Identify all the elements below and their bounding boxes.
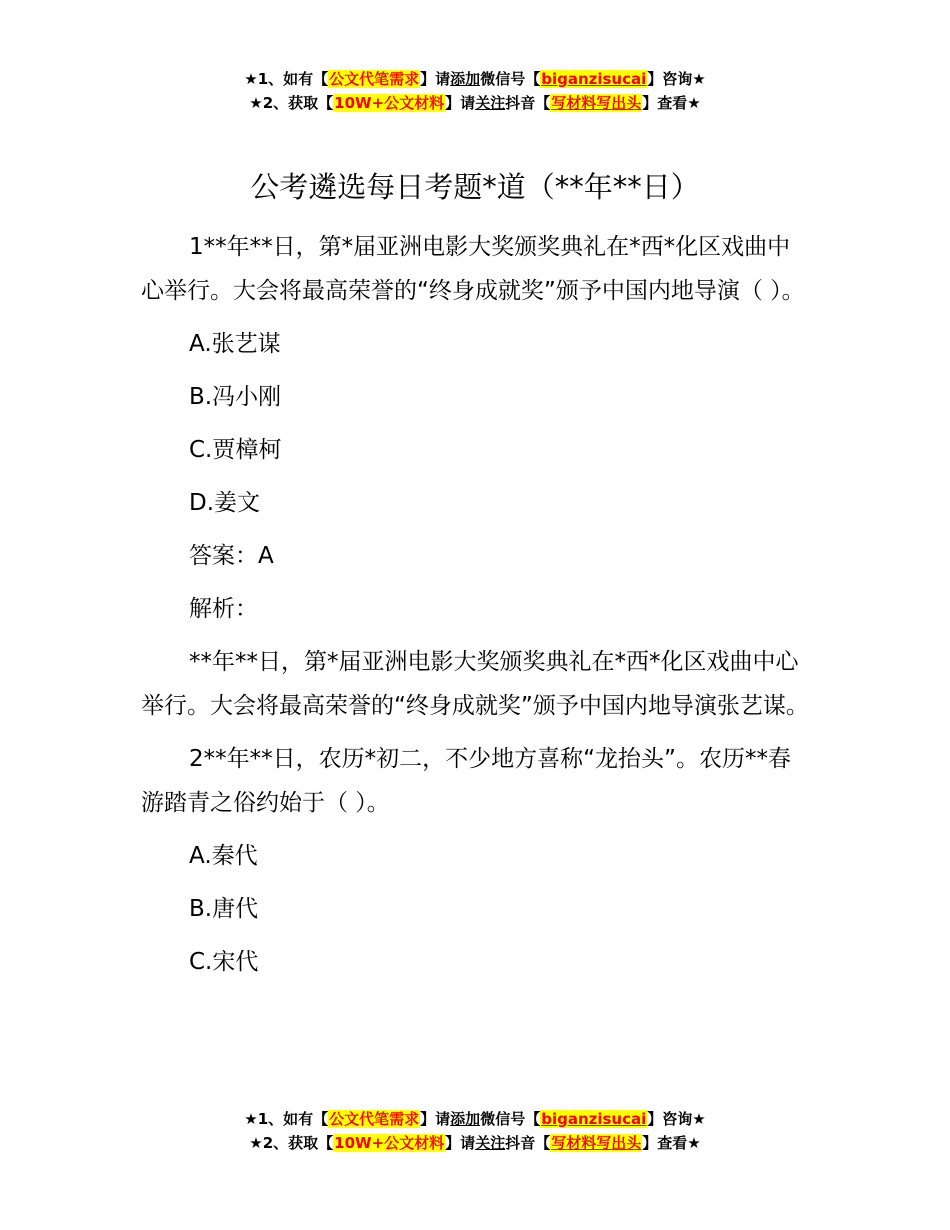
underlined-text: 添加 — [450, 70, 481, 88]
question-1-analysis: **年**日，第*届亚洲电影大奖颁奖典礼在*西*化区戏曲中心举行。大会将最高荣誉的“终身成就奖”颁予中国内地导演张艺谋。 — [141, 649, 809, 719]
highlight-douyin: 写材料写出头 — [551, 94, 642, 112]
star-icon: ★ — [249, 1134, 263, 1152]
banner-line-2 — [0, 1131, 950, 1155]
banner-text: 】咨询 — [647, 70, 693, 88]
star-icon: ★ — [244, 1110, 258, 1128]
star-icon: ★ — [244, 70, 258, 88]
document-body — [141, 225, 813, 993]
header-banner — [0, 67, 950, 115]
highlight-service: 公文代笔需求 — [329, 1110, 420, 1128]
banner-line-2 — [0, 91, 950, 115]
highlight-douyin: 写材料写出头 — [551, 1134, 642, 1152]
star-icon: ★ — [692, 70, 706, 88]
star-icon: ★ — [249, 94, 263, 112]
question-2-option-c: C.宋代 — [189, 949, 259, 975]
banner-text: 】查看 — [642, 94, 688, 112]
question-1-option-a: A.张艺谋 — [189, 331, 281, 357]
question-2-option-b: B.唐代 — [189, 896, 259, 922]
banner-text: 】查看 — [642, 1134, 688, 1152]
question-1-option-d: D.姜文 — [189, 490, 261, 516]
banner-text: 2、获取【 — [262, 1134, 334, 1152]
question-1-answer: 答案：A — [189, 543, 274, 569]
question-1-analysis-label: 解析： — [189, 596, 258, 622]
star-icon: ★ — [692, 1110, 706, 1128]
question-1-stem: 1**年**日，第*届亚洲电影大奖颁奖典礼在*西*化区戏曲中心举行。大会将最高荣誉的“终身成就奖”颁予中国内地导演（ ）。 — [141, 234, 805, 304]
banner-line-1 — [0, 1107, 950, 1131]
question-1-option-b: B.冯小刚 — [189, 384, 282, 410]
star-icon: ★ — [687, 1134, 701, 1152]
banner-text: 微信号【 — [480, 70, 541, 88]
banner-text: 】咨询 — [647, 1110, 693, 1128]
banner-text: 】请 — [445, 1134, 476, 1152]
highlight-materials: 10W+公文材料 — [334, 1134, 445, 1152]
banner-line-1 — [0, 67, 950, 91]
footer-banner — [0, 1107, 950, 1155]
banner-text: 】请 — [420, 70, 451, 88]
document-title: 公考遴选每日考题*道（**年**日） — [250, 170, 700, 204]
highlight-service: 公文代笔需求 — [329, 70, 420, 88]
banner-text: 抖音【 — [505, 1134, 551, 1152]
highlight-wechat-id: biganzisucai — [541, 70, 647, 88]
underlined-text: 添加 — [450, 1110, 481, 1128]
banner-text: 微信号【 — [480, 1110, 541, 1128]
star-icon: ★ — [687, 94, 701, 112]
banner-text: 抖音【 — [505, 94, 551, 112]
question-2-stem: 2**年**日，农历*初二，不少地方喜称“龙抬头”。农历**春游踏青之俗约始于（ ）。 — [141, 746, 791, 816]
highlight-wechat-id: biganzisucai — [541, 1110, 647, 1128]
banner-text: 】请 — [445, 94, 476, 112]
banner-text: 1、如有【 — [257, 70, 329, 88]
banner-text: 1、如有【 — [257, 1110, 329, 1128]
underlined-text: 关注 — [475, 1134, 506, 1152]
banner-text: 】请 — [420, 1110, 451, 1128]
underlined-text: 关注 — [475, 94, 506, 112]
banner-text: 2、获取【 — [262, 94, 334, 112]
highlight-materials: 10W+公文材料 — [334, 94, 445, 112]
question-2-option-a: A.秦代 — [189, 843, 258, 869]
question-1-option-c: C.贾樟柯 — [189, 437, 282, 463]
